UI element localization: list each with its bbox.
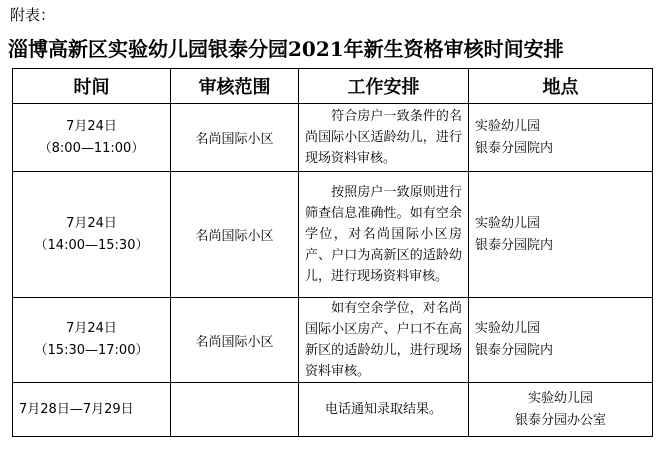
scope-cell: 名尚国际小区 [171, 104, 299, 172]
table-row [13, 104, 653, 172]
table-row [13, 383, 653, 437]
time-cell: 7月28日—7月29日 [13, 383, 171, 437]
work-cell [299, 172, 469, 298]
time-date: 7月24日 [66, 118, 117, 134]
place-cell [469, 104, 653, 172]
time-range: （14:00—15:30） [34, 237, 149, 253]
time-cell [13, 172, 171, 298]
work-text: 按照房户一致原则进行筛查信息准确性。如有空余学位，对名尚国际小区房产、户口为高新区的适龄幼儿，进行现场资料审核。 [305, 185, 462, 284]
place-line-1: 实验幼儿园 [527, 390, 593, 406]
time-cell [13, 104, 171, 172]
work-cell: 电话通知录取结果。 [299, 383, 469, 437]
scope-cell: 名尚国际小区 [171, 172, 299, 298]
table-row [13, 298, 653, 383]
time-date: 7月24日 [66, 321, 117, 336]
header-scope: 审核范围 [171, 69, 299, 104]
place-line-1: 实验幼儿园 [475, 118, 541, 134]
header-time: 时间 [13, 69, 171, 104]
page-title: 淄博高新区实验幼儿园银泰分园2021年新生资格审核时间安排 [8, 37, 564, 61]
place-cell [469, 383, 653, 437]
work-text: 如有空余学位，对名尚国际小区房产、户口不在高新区的适龄幼儿，进行现场资料审核。 [305, 301, 462, 379]
schedule-table [12, 68, 653, 437]
header-place: 地点 [469, 69, 653, 104]
time-range: （15:30—17:00） [34, 343, 149, 358]
place-line-1: 实验幼儿园 [475, 215, 541, 231]
work-cell [299, 104, 469, 172]
place-line-2: 银泰分园院内 [475, 140, 554, 156]
scope-cell: 名尚国际小区 [171, 298, 299, 383]
place-line-2: 银泰分园院内 [475, 237, 554, 253]
work-cell [299, 298, 469, 383]
scope-cell [171, 383, 299, 437]
time-date: 7月24日 [66, 215, 117, 231]
place-line-1: 实验幼儿园 [475, 321, 541, 336]
place-cell [469, 172, 653, 298]
time-range: （8:00—11:00） [38, 140, 145, 156]
table-row [13, 172, 653, 298]
place-line-2: 银泰分园办公室 [514, 412, 606, 428]
attachment-label: 附表： [10, 6, 56, 24]
place-cell [469, 298, 653, 383]
place-line-2: 银泰分园院内 [475, 343, 554, 358]
header-work: 工作安排 [299, 69, 469, 104]
time-cell [13, 298, 171, 383]
work-text: 符合房户一致条件的名尚国际小区适龄幼儿，进行现场资料审核。 [305, 109, 462, 166]
table-header-row [13, 69, 653, 104]
